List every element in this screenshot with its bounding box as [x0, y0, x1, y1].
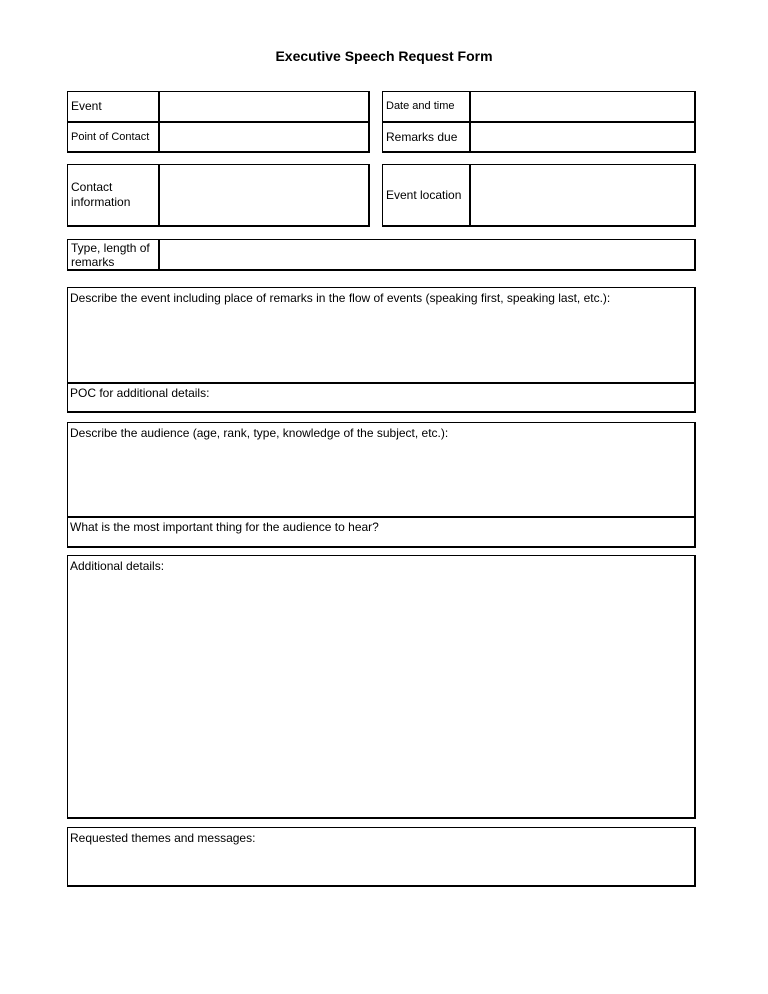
poc-details-label: POC for additional details:	[70, 386, 210, 400]
describe-event-label: Describe the event including place of remarks in the flow of events (speaking first, speaking last, etc.):	[70, 291, 611, 305]
date-remarks-box	[382, 91, 696, 153]
describe-event-box	[67, 287, 696, 413]
most-important-label: What is the most important thing for the audience to hear?	[70, 520, 379, 534]
event-location-input[interactable]	[471, 165, 694, 225]
additional-details-input[interactable]	[68, 576, 694, 817]
describe-audience-label: Describe the audience (age, rank, type, knowledge of the subject, etc.):	[70, 426, 449, 440]
contact-information-label: Contact information	[71, 180, 131, 209]
event-location-box	[382, 164, 696, 227]
point-of-contact-input[interactable]	[160, 123, 368, 151]
describe-audience-box	[67, 422, 696, 548]
type-length-box	[67, 239, 696, 271]
requested-themes-box	[67, 827, 696, 887]
requested-themes-label: Requested themes and messages:	[70, 831, 256, 845]
contact-info-box	[67, 164, 370, 227]
event-input[interactable]	[160, 92, 368, 121]
contact-information-input[interactable]	[160, 165, 368, 225]
event-label: Event	[71, 99, 102, 113]
date-time-label: Date and time	[386, 100, 455, 112]
remarks-due-label: Remarks due	[386, 129, 458, 144]
type-length-input[interactable]	[160, 240, 694, 269]
event-location-label: Event location	[386, 187, 462, 202]
describe-audience-input[interactable]	[68, 443, 694, 516]
type-length-label: Type, length of remarks	[71, 240, 150, 269]
event-poc-box	[67, 91, 370, 153]
remarks-due-input[interactable]	[471, 123, 694, 151]
form-title: Executive Speech Request Form	[275, 48, 493, 64]
additional-details-box	[67, 555, 696, 819]
additional-details-label: Additional details:	[70, 559, 165, 573]
requested-themes-input[interactable]	[68, 848, 694, 885]
describe-event-input[interactable]	[68, 308, 694, 382]
point-of-contact-label: Point of Contact	[71, 130, 150, 143]
date-time-input[interactable]	[471, 92, 694, 121]
